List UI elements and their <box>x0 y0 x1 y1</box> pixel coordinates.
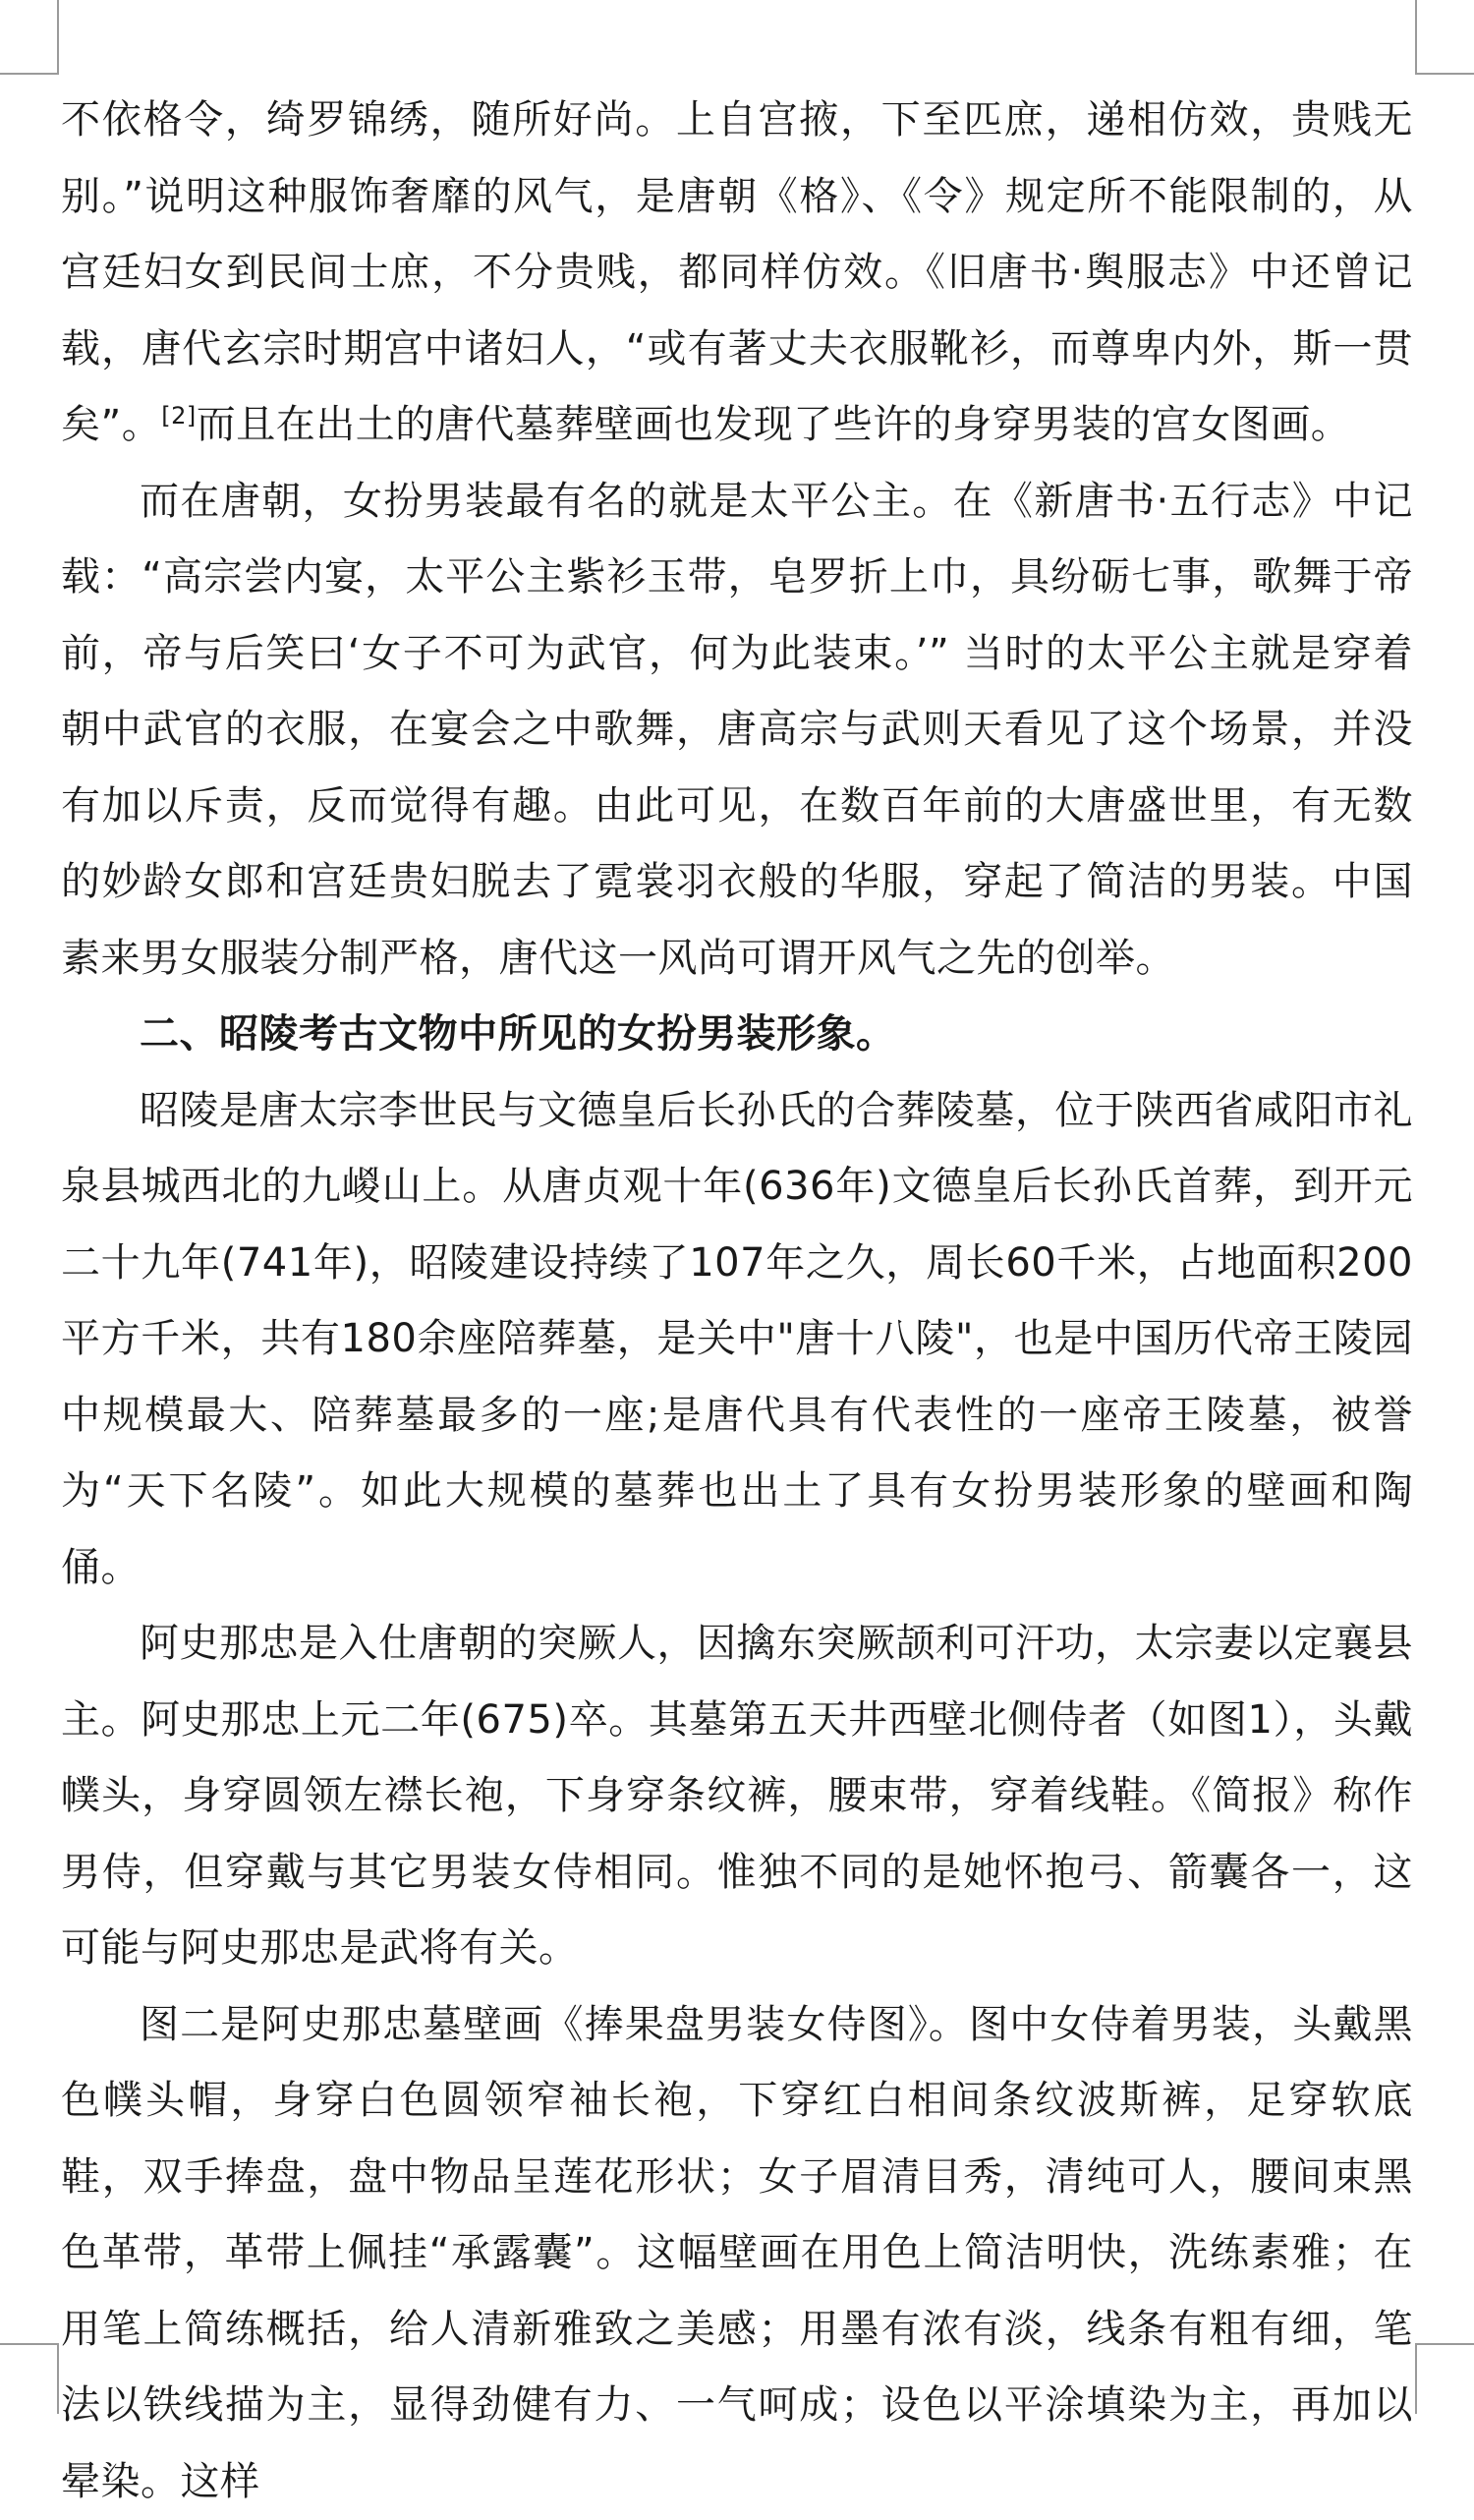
paragraph-text: 不依格令，绮罗锦绣，随所好尚。上自宫掖，下至匹庶，递相仿效，贵贱无别。”说明这种服饰奢靡的风气，是唐朝《格》、《令》规定所不能限制的，从宫廷妇女到民间士庶，不分贵贱，都同样仿效。《旧唐书·舆服志》中还曾记载，唐代玄宗时期宫中诸妇人，“或有著丈夫衣服靴衫，而尊卑内外，斯一贯矣”。 <box>61 97 1413 447</box>
paragraph-ashina-zhong: 阿史那忠是入仕唐朝的突厥人，因擒东突厥颉利可汗功，太宗妻以定襄县主。阿史那忠上元二年(675)卒。其墓第五天井西壁北侧侍者（如图1），头戴幞头，身穿圆领左襟长袍，下身穿条纹裤，腰束带，穿着线鞋。《简报》称作男侍，但穿戴与其它男装女侍相同。惟独不同的是她怀抱弓、箭囊各一，这可能与阿史那忠是武将有关。 <box>61 1606 1413 1987</box>
crop-mark-bottom-right <box>1415 2343 1474 2414</box>
document-body <box>61 83 1413 2520</box>
paragraph-figure-two: 图二是阿史那忠墓壁画《捧果盘男装女侍图》。图中女侍着男装，头戴黑色幞头帽，身穿白色圆领窄袖长袍，下穿红白相间条纹波斯裤，足穿软底鞋，双手捧盘，盘中物品呈莲花形状；女子眉清目秀，清纯可人，腰间束黑色革带，革带上佩挂“承露囊”。这幅壁画在用色上简洁明快，洗练素雅；在用笔上简练概括，给人清新雅致之美感；用墨有浓有淡，线条有粗有细，笔法以铁线描为主，显得劲健有力、一气呵成；设色以平涂填染为主，再加以晕染。这样 <box>61 1987 1413 2520</box>
paragraph-dress-custom <box>61 83 1413 464</box>
paragraph-text: 而且在出土的唐代墓葬壁画也发现了些许的身穿男装的宫女图画。 <box>197 402 1351 447</box>
crop-mark-bottom-left <box>0 2343 59 2414</box>
paragraph-zhaoling: 昭陵是唐太宗李世民与文德皇后长孙氏的合葬陵墓，位于陕西省咸阳市礼泉县城西北的九嵕山上。从唐贞观十年(636年)文德皇后长孙氏首葬，到开元二十九年(741年)，昭陵建设持续了107年之久，周长60千米，占地面积200平方千米，共有180余座陪葬墓，是关中"唐十八陵"，也是中国历代帝王陵园中规模最大、陪葬墓最多的一座;是唐代具有代表性的一座帝王陵墓，被誉为“天下名陵”。如此大规模的墓葬也出土了具有女扮男装形象的壁画和陶俑。 <box>61 1073 1413 1607</box>
footnote-reference[interactable]: [2] <box>161 402 197 430</box>
section-heading: 二、昭陵考古文物中所见的女扮男装形象。 <box>61 997 1413 1073</box>
paragraph-princess-taiping: 而在唐朝，女扮男装最有名的就是太平公主。在《新唐书·五行志》中记载：“高宗尝内宴，太平公主紫衫玉带，皂罗折上巾，具纷砺七事，歌舞于帝前，帝与后笑曰‘女子不可为武官，何为此装束。’” 当时的太平公主就是穿着朝中武官的衣服，在宴会之中歌舞，唐高宗与武则天看见了这个场景，并没有加以斥责，反而觉得有趣。由此可见，在数百年前的大唐盛世里，有无数的妙龄女郎和宫廷贵妇脱去了霓裳羽衣般的华服，穿起了简洁的男装。中国素来男女服装分制严格，唐代这一风尚可谓开风气之先的创举。 <box>61 464 1413 998</box>
crop-mark-top-left <box>0 0 59 75</box>
crop-mark-top-right <box>1415 0 1474 75</box>
